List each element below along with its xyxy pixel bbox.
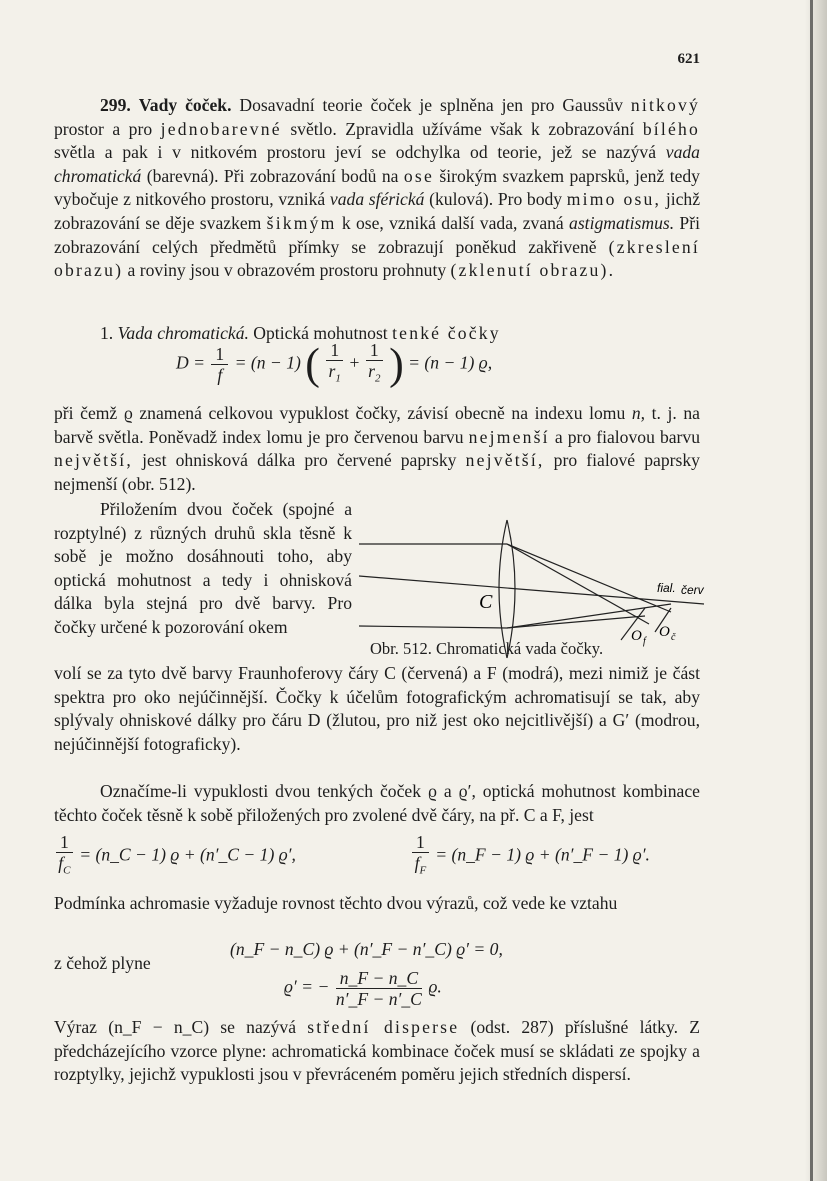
- paragraph-mean-dispersion: [54, 1016, 700, 1087]
- spaced-term: tenké čočky: [392, 323, 501, 343]
- numerator: 1: [412, 832, 429, 853]
- text-run: (kulová). Pro body: [429, 189, 563, 210]
- figure-label-cerv: červ: [681, 583, 704, 597]
- figure-label-c: C: [479, 591, 493, 613]
- paragraph-combination: Označíme-li vypuklosti dvou tenkých čoček ϱ a ϱ′, optická mohutnost kombinace těchto čoček těsně k sobě přiložených pro zvolené dvě čáry, na př. C a F, jest: [54, 781, 700, 825]
- italic-term: n,: [631, 403, 646, 423]
- f-symbol: f: [58, 853, 64, 873]
- eq-lhs: ϱ′ = −: [284, 976, 330, 997]
- spaced-term: ose: [403, 165, 434, 186]
- paragraph-dispersion: [54, 402, 700, 496]
- spaced-term: střední disperse: [307, 1017, 460, 1037]
- text-from-which: z čehož plyne: [54, 953, 151, 973]
- numerator: n_F − n_C: [336, 968, 422, 989]
- subscript: F: [419, 864, 427, 877]
- list-number: 1.: [100, 323, 114, 343]
- italic-term: vada sférická: [329, 189, 425, 210]
- subsection-title: Vada chromatická.: [117, 323, 249, 343]
- text-run: a pro fialovou barvu: [554, 426, 701, 447]
- ray-top-violet: [507, 544, 649, 624]
- section-title: Vady čoček.: [138, 95, 232, 115]
- section-paragraph-1: [54, 94, 700, 283]
- figure-caption: Obr. 512. Chromatická vada čočky.: [370, 639, 604, 658]
- text-run: (barevná). Při zobrazování bodů na: [146, 165, 399, 186]
- eq-rhs: = (n_F − 1) ϱ + (n′_F − 1) ϱ′.: [435, 844, 650, 865]
- spaced-term: (zkreslení obrazu): [54, 236, 701, 281]
- optical-axis: [359, 576, 704, 604]
- ray-bottom-incoming: [359, 626, 507, 628]
- numerator: 1: [326, 340, 343, 361]
- equation-focal-f: [410, 832, 650, 881]
- equation-achromasy: (n_F − n_C) ϱ + (n′_F − n′_C) ϱ′ = 0,: [230, 939, 503, 959]
- spaced-term: největší,: [54, 450, 133, 471]
- subscript: C: [63, 864, 71, 877]
- numerator: 1: [56, 832, 73, 853]
- plus-sign: +: [349, 352, 360, 373]
- page-number: 621: [677, 51, 700, 67]
- text-run: při čemž ϱ znamená celkovou vypuklost čočky, závisí obecně na indexu lomu: [54, 403, 626, 423]
- subscript: 2: [374, 372, 381, 385]
- equation-rho-prime: [284, 968, 442, 1009]
- italic-term: vada chromatická: [54, 142, 700, 186]
- r-symbol: r: [368, 361, 375, 381]
- figure-label-oc: O: [659, 624, 670, 640]
- denominator: f: [217, 364, 223, 385]
- figure-label-fial: fial.: [657, 581, 676, 595]
- spaced-term: jednobarevné: [160, 118, 282, 139]
- text-run: t. j. na barvě světla. Poněvadž index lomu je pro červenou barvu: [54, 403, 700, 447]
- eq-term: (n − 1): [250, 352, 301, 373]
- spaced-term: nejmenší: [468, 426, 550, 447]
- denominator: [366, 361, 383, 389]
- text-run: jest ohnisková dálka pro červené paprsky: [142, 450, 457, 471]
- text-run: Při zobrazování celých předmětů přímky se zobrazují poněkud zakřiveně: [54, 212, 700, 257]
- eq-lhs: D =: [176, 352, 205, 373]
- fraction-1-over-f: [211, 344, 228, 385]
- eq-rhs: = (n − 1) ϱ,: [408, 352, 493, 373]
- numerator: 1: [211, 344, 228, 365]
- eq-rhs: ϱ.: [428, 976, 442, 997]
- spaced-term: nitkový: [630, 95, 701, 115]
- fraction-dispersion: [336, 968, 422, 1009]
- paren-close: ): [389, 339, 404, 389]
- fraction-1-over-ff: [412, 832, 429, 881]
- numerator: 1: [366, 340, 383, 361]
- denominator: [56, 853, 73, 881]
- r-symbol: r: [328, 361, 336, 381]
- page-edge-shadow: [805, 0, 827, 1181]
- equation-lens-power: [176, 340, 492, 389]
- paragraph-achromat-narrow: Přiložením dvou čoček (spojné a rozptylné) z různých druhů skla těsně k sobě je možno dosáhnouti toho, aby optická mohutnost a tedy i ohnisková dálka byla stejná pro dvě barvy. Pro čočky určené k pozorování okem: [54, 499, 352, 637]
- figure-label-of: O: [631, 628, 642, 644]
- text-run: Dosavadní teorie čoček je splněna jen pro Gaussův: [239, 95, 623, 115]
- fraction-1-over-r1: [326, 340, 343, 389]
- spaced-term: největší,: [465, 450, 545, 471]
- fraction-1-over-fc: [56, 832, 73, 881]
- paren-open: (: [305, 339, 320, 389]
- equation-focal-c: [54, 832, 296, 881]
- subscript: 1: [335, 372, 341, 385]
- spaced-term: mimo osu,: [566, 189, 662, 210]
- text-run: (odst. 287) příslušné látky. Z předcházejícího vzorce plyne: achromatická kombinace čoček musí se skládati ze spojky a rozptylky, jejichž vypuklosti jsou v převráceném poměru jejich středních dispersí.: [54, 1017, 701, 1085]
- f-symbol: f: [414, 853, 420, 873]
- eq-rhs: = (n_C − 1) ϱ + (n′_C − 1) ϱ′,: [79, 844, 296, 865]
- spaced-term: (zklenutí obrazu).: [450, 260, 616, 281]
- ray-top-red: [507, 544, 671, 612]
- spaced-term: bílého: [642, 118, 700, 139]
- text-run: a roviny jsou v obrazovém prostoru prohnuty: [127, 260, 447, 281]
- denominator: [412, 853, 429, 881]
- paragraph-condition: Podmínka achromasie vyžaduje rovnost těchto dvou výrazů, což vede ke vztahu: [54, 893, 618, 913]
- text-run: jichž zobrazování se děje svazkem: [54, 189, 701, 233]
- italic-term: astigmatismus.: [569, 212, 675, 233]
- text-run: světlo. Zpravidla užíváme však k zobrazování: [290, 118, 635, 139]
- spaced-term: šikmým: [266, 212, 337, 233]
- figure-label-oc-sub: č: [671, 632, 676, 643]
- text-run: Optická mohutnost: [253, 323, 388, 343]
- section-number: 299.: [100, 95, 131, 115]
- paragraph-achromat-rest: volí se za tyto dvě barvy Fraunhoferovy čáry C (červená) a F (modrá), mezi nimiž je část spektra pro oko nejúčinnější. Čočky k účelům fotografickým achromatisují se tak, aby splývaly ohniskové dálky pro čáru D (žlutou, pro niž jest oko nejcitlivější) a G′ (modrou, nejúčinnější fotograficky).: [54, 663, 700, 754]
- denominator: n′_F − n′_C: [335, 989, 422, 1009]
- figure-label-of-sub: f: [643, 636, 646, 647]
- text-run: pro fialové paprsky nejmenší (obr. 512).: [54, 450, 700, 494]
- page-edge-line: [810, 0, 813, 1181]
- text-run: k ose, vzniká další vada, zvaná: [341, 212, 564, 233]
- fraction-1-over-r2: [366, 340, 383, 389]
- text-run: širokým svazkem paprsků, jenž tedy vybočuje z nitkového prostoru, vzniká: [54, 165, 700, 210]
- ray-bottom-red: [507, 604, 671, 628]
- denominator: [326, 361, 343, 389]
- eq-sign: =: [234, 352, 247, 373]
- text-run: Výraz (n_F − n_C) se nazývá: [54, 1017, 297, 1037]
- text-run: světla a pak i v nitkovém prostoru jeví se odchylka od teorie, jež se nazývá: [54, 142, 657, 163]
- text-run: prostor a pro: [54, 118, 153, 139]
